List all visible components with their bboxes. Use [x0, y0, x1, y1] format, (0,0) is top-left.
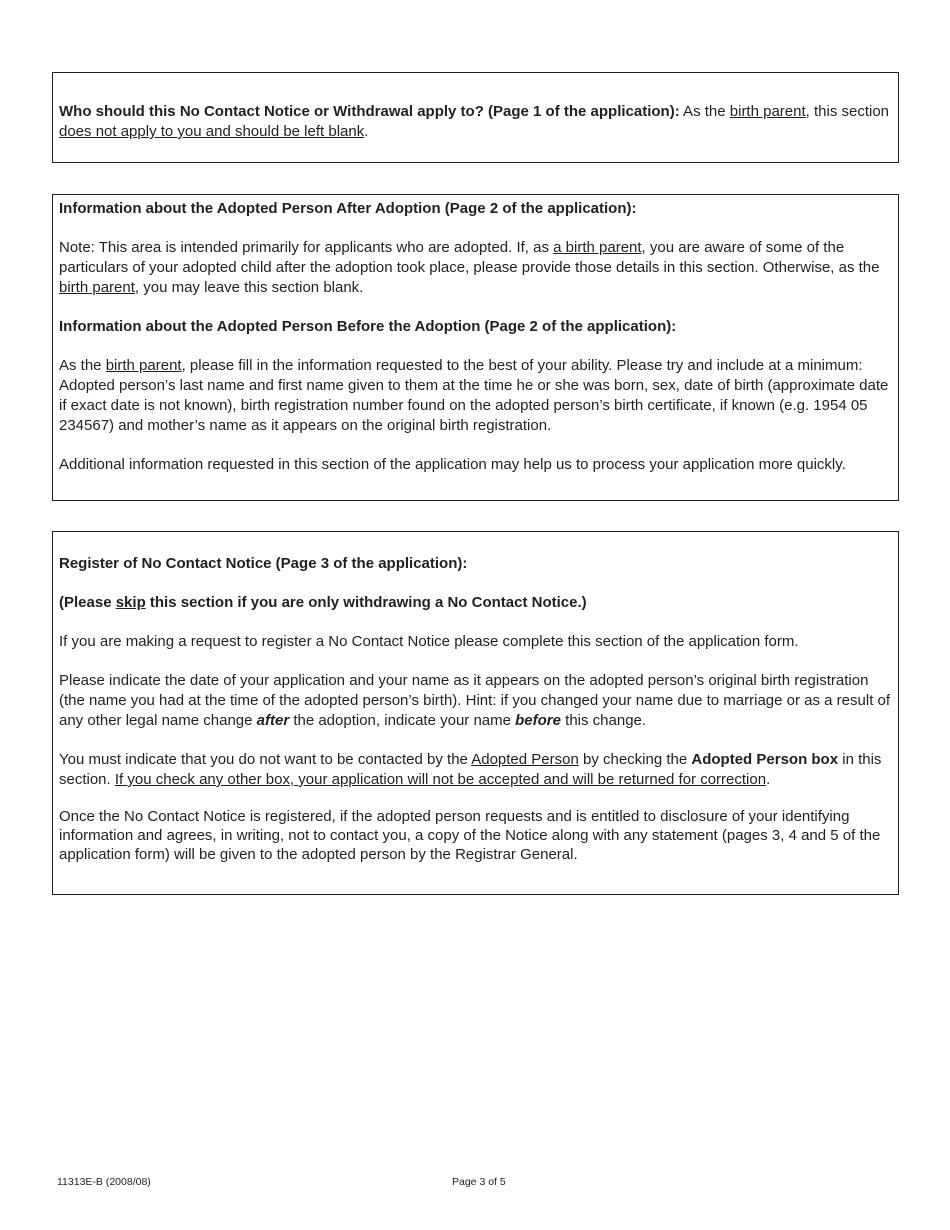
- register-request-paragraph: If you are making a request to register a No Contact Notice please complete this section of the application form.: [59, 633, 799, 650]
- after-adoption-heading: Information about the Adopted Person After Adoption (Page 2 of the application):: [59, 200, 637, 217]
- skip-instruction: (Please skip this section if you are only withdrawing a No Contact Notice.): [59, 594, 587, 611]
- page-number: Page 3 of 5: [452, 1176, 506, 1188]
- name-date-paragraph: Please indicate the date of your application and your name as it appears on the adopted person’s original birth registration (the name you had at the time of the adopted person’s birth). Hint: if you changed your name due to marriage or as a result of any other legal name change after the adoption, indicate your name before this change.: [59, 672, 891, 729]
- section-register-no-contact: [52, 531, 899, 895]
- register-heading: Register of No Contact Notice (Page 3 of the application):: [59, 555, 468, 572]
- before-adoption-heading: Information about the Adopted Person Before the Adoption (Page 2 of the application):: [59, 318, 677, 335]
- form-number: 11313E-B (2008/08): [57, 1176, 151, 1188]
- section-who-applies: [52, 72, 899, 163]
- section-adopted-person-info: [52, 194, 899, 501]
- who-applies-paragraph: Who should this No Contact Notice or Withdrawal apply to? (Page 1 of the application): As the birth parent, this section does not apply to you and should be left blank.: [59, 103, 890, 140]
- who-applies-heading: Who should this No Contact Notice or Withdrawal apply to? (Page 1 of the application):: [59, 103, 680, 120]
- disclosure-paragraph: Once the No Contact Notice is registered, if the adopted person requests and is entitled to disclosure of your identifying information and agrees, in writing, not to contact you, a copy of the Notice along with any statement (pages 3, 4 and 5 of the application form) will be given to the adopted person by the Registrar General.: [59, 808, 881, 863]
- before-adoption-paragraph: As the birth parent, please fill in the information requested to the best of your ability. Please try and include at a minimum: Adopted person’s last name and first name given to them at the time he or she was born, sex, date of birth (approximate date if exact date is not known), birth registration number found on the adopted person’s birth certificate, if known (e.g. 1954 05 234567) and mother’s name as it appears on the original birth registration.: [59, 357, 889, 434]
- additional-info-paragraph: Additional information requested in this section of the application may help us to process your application more quickly.: [59, 456, 846, 473]
- after-adoption-note: Note: This area is intended primarily for applicants who are adopted. If, as a birth parent, you are aware of some of the particulars of your adopted child after the adoption took place, please provide those details in this section. Otherwise, as the birth parent, you may leave this section blank.: [59, 239, 880, 296]
- checkbox-instruction-paragraph: You must indicate that you do not want to be contacted by the Adopted Person by checking the Adopted Person box in this section. If you check any other box, your application will not be accepted and will be returned for correction.: [59, 751, 882, 788]
